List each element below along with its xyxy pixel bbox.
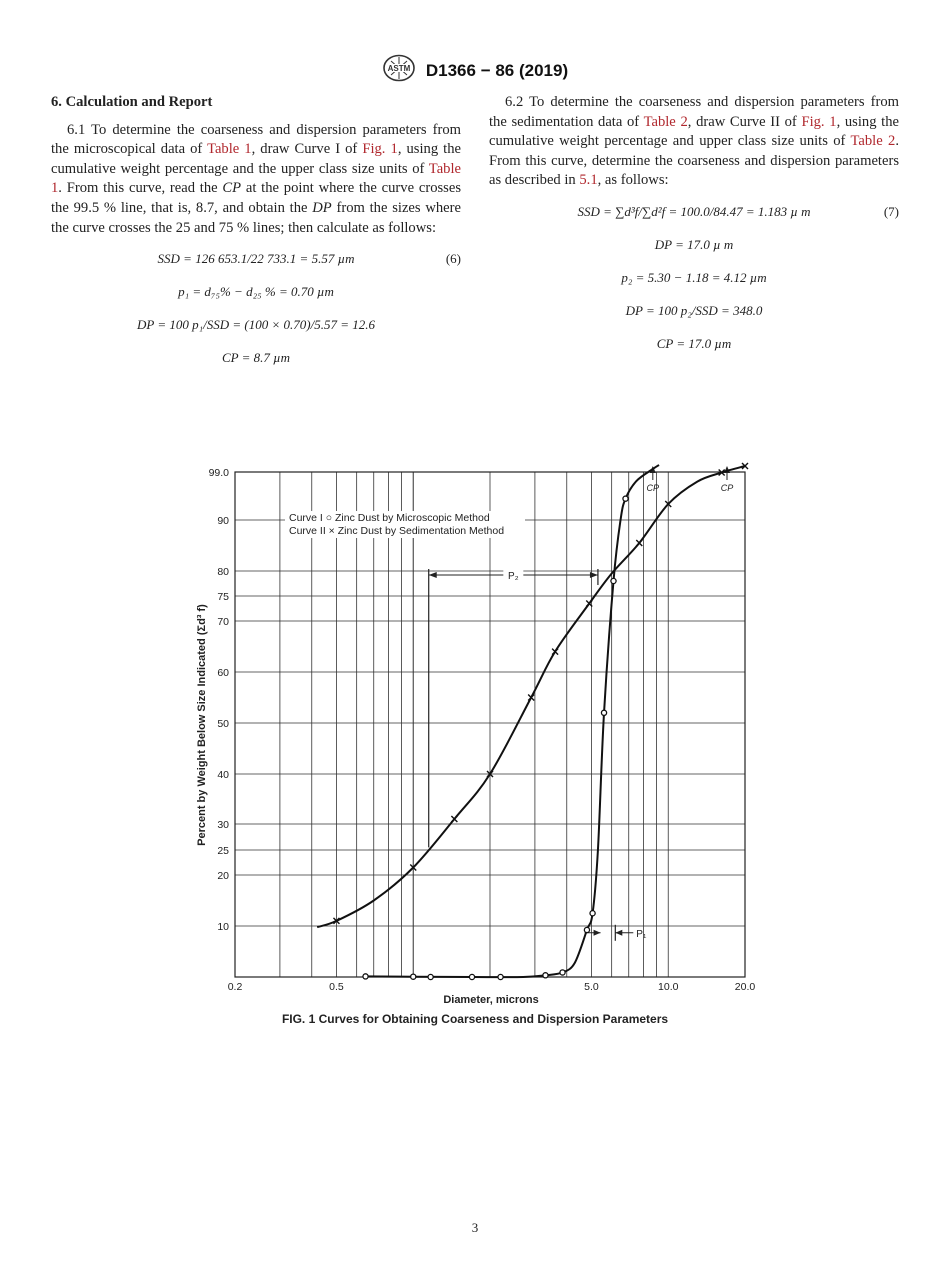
- paragraph-6-1: 6.1 To determine the coarseness and dispersion parameters from the microscopical data of Table 1, draw Curve I of Fig. 1, using the cumulative weight percentage and the upper class size units of Table 1. From this curve, read the CP at the point where the curve crosses the 99.5 % line, that is, 8.7, and obtain the DP from the sizes where the curve crosses the 25 and 75 % lines; then calculate as follows:: [51, 121, 462, 236]
- cp-marker-curve-1-label: CP: [646, 483, 660, 493]
- paragraph-6-2: 6.2 To determine the coarseness and dispersion parameters from the sedimentation data of Table 2, draw Curve II of Fig. 1, using the cumulative weight percentage and upper class size units of Table 2. From this curve, determine the coarseness and dispersion parameters as described in 5.1, as follows:: [489, 94, 900, 189]
- y-tick-label: 50: [217, 718, 229, 730]
- equation-number: (6): [445, 251, 461, 267]
- standard-designation: D1366 − 86 (2019): [425, 60, 569, 80]
- equation-cp: CP = 17.0 µm: [656, 335, 732, 351]
- y-tick-label: 10: [217, 921, 229, 933]
- equation-number: (7): [883, 203, 899, 219]
- y-tick-label: 60: [217, 667, 229, 679]
- p2-arrowhead-right: [590, 572, 598, 578]
- fig-1-link[interactable]: Fig. 1: [362, 141, 398, 158]
- equation-p1: p₁ = d₇₅% − d₂₅ % = 0.70 µm: [178, 284, 334, 300]
- page-number: 3: [471, 1220, 479, 1235]
- legend-curve-1: Curve I ○ Zinc Dust by Microscopic Method: [289, 512, 490, 524]
- curve-ii-point: [552, 649, 558, 655]
- curve-i-point: [584, 927, 589, 932]
- x-tick-label: 0.5: [329, 981, 344, 993]
- svg-text:ASTM: ASTM: [387, 64, 411, 73]
- equation-p2: p₂ = 5.30 − 1.18 = 4.12 µm: [621, 269, 767, 285]
- y-tick-label: 75: [217, 591, 229, 603]
- probability-chart: [185, 455, 775, 1010]
- table-2-link[interactable]: Table 2: [643, 113, 688, 130]
- astm-logo: [382, 54, 416, 87]
- y-tick-label: 25: [217, 845, 229, 857]
- chart-ticks: [209, 467, 756, 993]
- x-tick-label: 20.0: [734, 981, 756, 993]
- equation-dp1: DP = 17.0 µ m: [654, 236, 734, 252]
- y-tick-label: 30: [217, 819, 229, 831]
- equation-dp2: DP = 100 p₂/SSD = 348.0: [625, 302, 763, 318]
- curve-i-point: [428, 974, 433, 979]
- page-header: [0, 54, 950, 87]
- section-heading: 6. Calculation and Report: [51, 94, 213, 110]
- figure-caption: FIG. 1 Curves for Obtaining Coarseness and Dispersion Parameters: [281, 1012, 669, 1026]
- curve-i-point: [601, 710, 606, 715]
- p2-arrowhead-left: [429, 572, 437, 578]
- x-axis-label: Diameter, microns: [443, 994, 539, 1006]
- curve-i-point: [560, 970, 565, 975]
- x-tick-label: 5.0: [584, 981, 599, 993]
- chart-series: [317, 463, 748, 980]
- curve-ii-point: [451, 816, 457, 822]
- equation-dp: DP = 100 p₁/SSD = (100 × 0.70)/5.57 = 12.6: [137, 317, 375, 333]
- table-2-link[interactable]: Table 2: [850, 133, 896, 150]
- section-5-1-link[interactable]: 5.1: [579, 172, 598, 189]
- curve-i-point: [411, 974, 416, 979]
- table-1-link[interactable]: Table 1: [207, 141, 252, 158]
- y-tick-label: 90: [217, 515, 229, 527]
- cp-marker-curve-2-label: CP: [720, 483, 734, 493]
- equation-6: SSD = 126 653.1/22 733.1 = 5.57 µm (6): [51, 242, 461, 275]
- p1-arrowhead-right: [615, 930, 622, 936]
- y-tick-label: 20: [217, 870, 229, 882]
- legend-curve-2: Curve II × Zinc Dust by Sedimentation Method: [289, 525, 505, 537]
- curve-i-point: [611, 578, 616, 583]
- y-tick-label: 70: [217, 616, 229, 628]
- equation-7: SSD = ∑d³f/∑d²f = 100.0/84.47 = 1.183 µ m (7): [489, 195, 899, 228]
- figure-1: [185, 455, 775, 1035]
- y-tick-label: 99.0: [208, 467, 229, 479]
- chart-grid: [235, 472, 745, 977]
- curve-i-point: [469, 974, 474, 979]
- curve-ii-point: [636, 540, 642, 546]
- y-tick-label: 40: [217, 769, 229, 781]
- curve-i-point: [498, 974, 503, 979]
- p2-label: P₂: [508, 571, 519, 582]
- equations-left: [51, 242, 461, 374]
- fig-1-link[interactable]: Fig. 1: [801, 113, 837, 130]
- curve-i-point: [543, 973, 548, 978]
- x-tick-label: 10.0: [658, 981, 679, 993]
- table-1-link[interactable]: Table 1: [51, 160, 461, 197]
- curve-i-point: [590, 911, 595, 916]
- equation-cp: CP = 8.7 µm: [221, 350, 291, 366]
- p1-label: P₁: [636, 928, 647, 940]
- p1-arrowhead-left: [594, 930, 601, 936]
- y-axis-label: Percent by Weight Below Size Indicated (Σd³ f): [196, 604, 208, 846]
- curve-i-point: [623, 496, 628, 501]
- right-column: [489, 93, 899, 360]
- equations-right: [489, 195, 899, 360]
- curve-i-line: [366, 465, 659, 977]
- y-tick-label: 80: [217, 566, 229, 578]
- x-tick-label: 0.2: [227, 981, 243, 993]
- curve-i-point: [363, 974, 368, 979]
- left-column: [51, 93, 461, 374]
